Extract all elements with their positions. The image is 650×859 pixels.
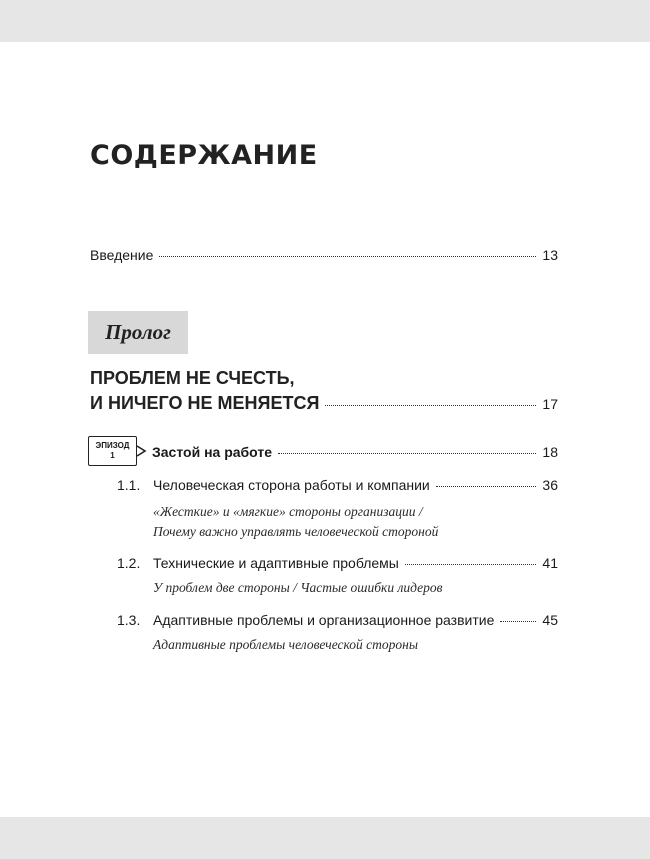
episode-badge (88, 436, 137, 466)
chapter-title: Застой на работе (152, 444, 273, 460)
toc-entry-page: 18 (542, 444, 558, 460)
dot-leader (405, 564, 537, 565)
toc-entry-page: 17 (542, 396, 558, 412)
dot-leader (436, 486, 537, 487)
toc-entry-intro[interactable] (90, 247, 558, 263)
dot-leader (159, 256, 536, 257)
section-subtopics: Почему важно управлять человеческой стороной (153, 524, 439, 539)
bottom-margin-band (0, 817, 650, 859)
toc-entry-page: 45 (542, 612, 558, 628)
section-title: Технические и адаптивные проблемы (153, 555, 399, 571)
toc-entry-section[interactable] (117, 612, 558, 628)
toc-entry-page: 36 (542, 477, 558, 493)
episode-label: ЭПИЗОД (95, 441, 130, 450)
part-title-line1: ПРОБЛЕМ НЕ СЧЕСТЬ, (90, 368, 295, 388)
section-number: 1.1. (117, 477, 141, 493)
prolog-label: Пролог (105, 320, 171, 344)
toc-entry-page: 41 (542, 555, 558, 571)
part-title-line2: И НИЧЕГО НЕ МЕНЯЕТСЯ (90, 393, 320, 413)
section-subtopics: «Жесткие» и «мягкие» стороны организации / (153, 504, 423, 519)
toc-entry-page: 13 (542, 247, 558, 263)
prolog-label-box (88, 311, 188, 354)
section-subtopics: У проблем две стороны / Частые ошибки лидеров (153, 580, 443, 595)
toc-entry-section[interactable] (117, 555, 558, 571)
toc-entry-section[interactable] (117, 477, 558, 493)
section-subtopics: Адаптивные проблемы человеческой стороны (153, 637, 419, 652)
toc-entry-chapter[interactable] (152, 444, 558, 460)
episode-number: 1 (110, 451, 115, 460)
section-title: Адаптивные проблемы и организационное развитие (153, 612, 495, 628)
toc-entry-title: Введение (90, 247, 154, 263)
toc-entry-part[interactable] (90, 393, 558, 414)
top-margin-band (0, 0, 650, 42)
section-number: 1.3. (117, 612, 141, 628)
chevron-right-icon (136, 442, 148, 460)
section-number: 1.2. (117, 555, 141, 571)
dot-leader (278, 453, 536, 454)
section-title: Человеческая сторона работы и компании (153, 477, 430, 493)
dot-leader (500, 621, 536, 622)
toc-heading: СОДЕРЖАНИЕ (90, 140, 318, 171)
dot-leader (325, 405, 536, 406)
